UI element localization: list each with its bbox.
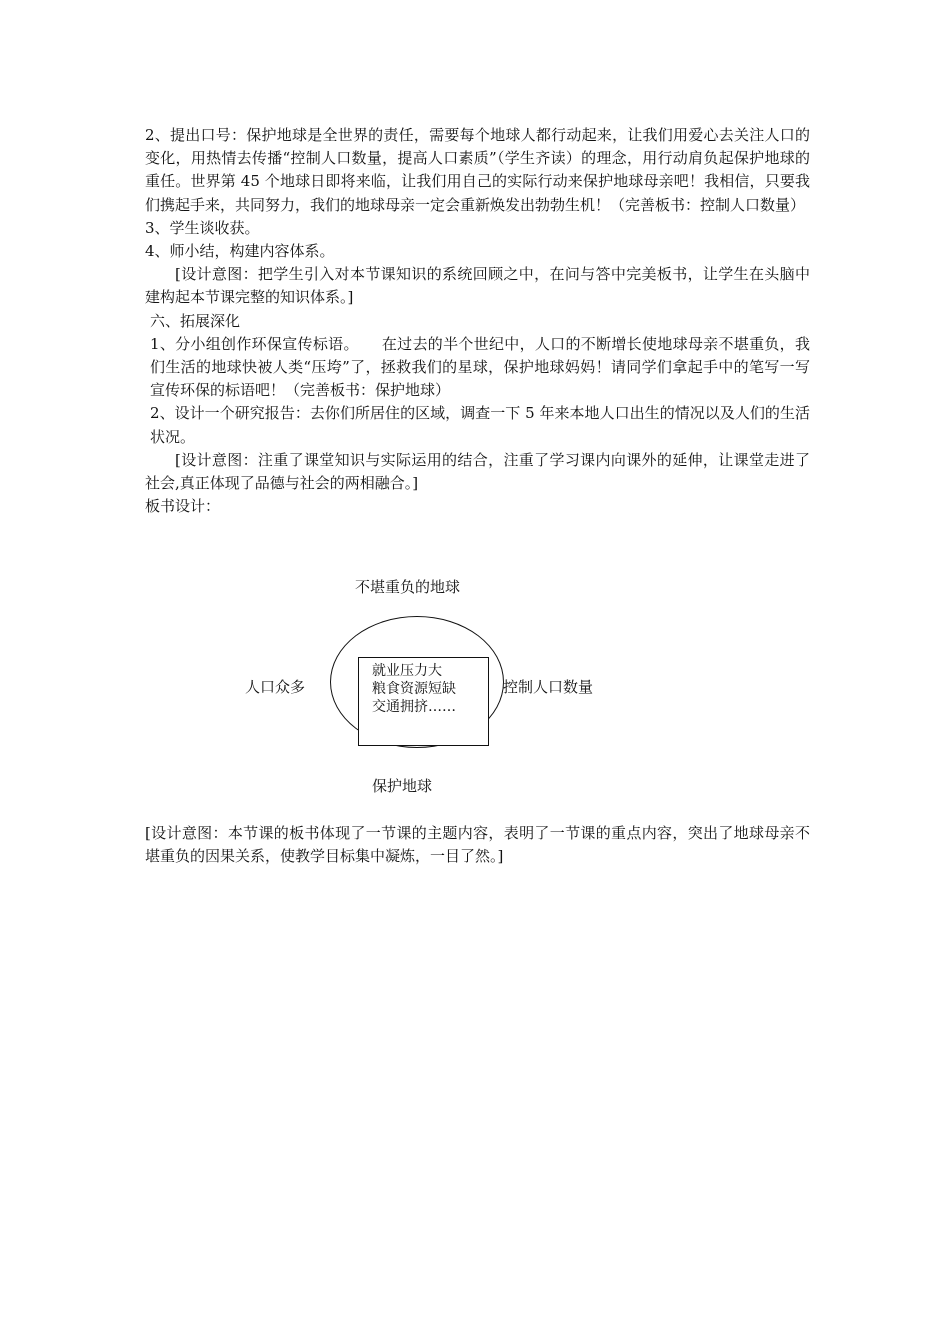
paragraph-design-intent-1: [设计意图：把学生引入对本节课知识的系统回顾之中，在问与答中完美板书，让学生在头脑中建构起本节课完整的知识体系。]: [145, 265, 810, 307]
lesson-text: [145, 124, 810, 518]
diagram-left-label: 人口众多: [245, 678, 306, 696]
box-line-food: 粮食资源短缺: [372, 681, 456, 697]
paragraph-research-report: 2、设计一个研究报告：去你们所居住的区域，调查一下 5 年来本地人口出生的情况以及人们的生活状况。: [150, 404, 810, 446]
box-line-traffic: 交通拥挤……: [372, 699, 456, 715]
closing-design-intent: [145, 822, 810, 868]
paragraph-slogan: 2、提出口号：保护地球是全世界的责任，需要每个地球人都行动起来，让我们用爱心去关注人口的变化，用热情去传播“控制人口数量，提高人口素质”（学生齐读）的理念，用行动肩负起保护地球的重任。世界第 45 个地球日即将来临，让我们用自己的实际行动来保护地球母亲吧！我相信，只要我们携起手来，共同努力，我们的地球母亲一定会重新焕发出勃勃生机！（完善板书：控制人口数量）: [145, 126, 810, 214]
paragraph-design-intent-3: [设计意图：本节课的板书体现了一节课的主题内容，表明了一节课的重点内容，突出了地球母亲不堪重负的因果关系，使教学目标集中凝炼，一目了然。]: [145, 824, 810, 866]
paragraph-slogan-activity: 1、分小组创作环保宣传标语。 在过去的半个世纪中，人口的不断增长使地球母亲不堪重负，我们生活的地球快被人类“压垮”了，拯救我们的星球，保护地球妈妈！请同学们拿起手中的笔写一写宣传环保的标语吧！（完善板书：保护地球）: [150, 334, 810, 400]
board-diagram: [0, 568, 950, 808]
diagram-bottom-label: 保护地球: [372, 777, 433, 795]
diagram-top-label: 不堪重负的地球: [355, 578, 461, 596]
board-design-heading: 板书设计：: [145, 497, 221, 516]
diagram-right-label: 控制人口数量: [503, 678, 594, 696]
paragraph-teacher-summary: 4、师小结，构建内容体系。: [145, 242, 335, 261]
paragraph-student-gains: 3、学生谈收获。: [145, 218, 260, 237]
paragraph-design-intent-2: [设计意图：注重了课堂知识与实际运用的结合，注重了学习课内向课外的延伸，让课堂走进了社会,真正体现了品德与社会的两相融合。]: [145, 450, 810, 493]
box-line-employment: 就业压力大: [372, 663, 442, 679]
problem-box: [358, 657, 489, 746]
section-heading-extension: 六、拓展深化: [150, 311, 241, 330]
